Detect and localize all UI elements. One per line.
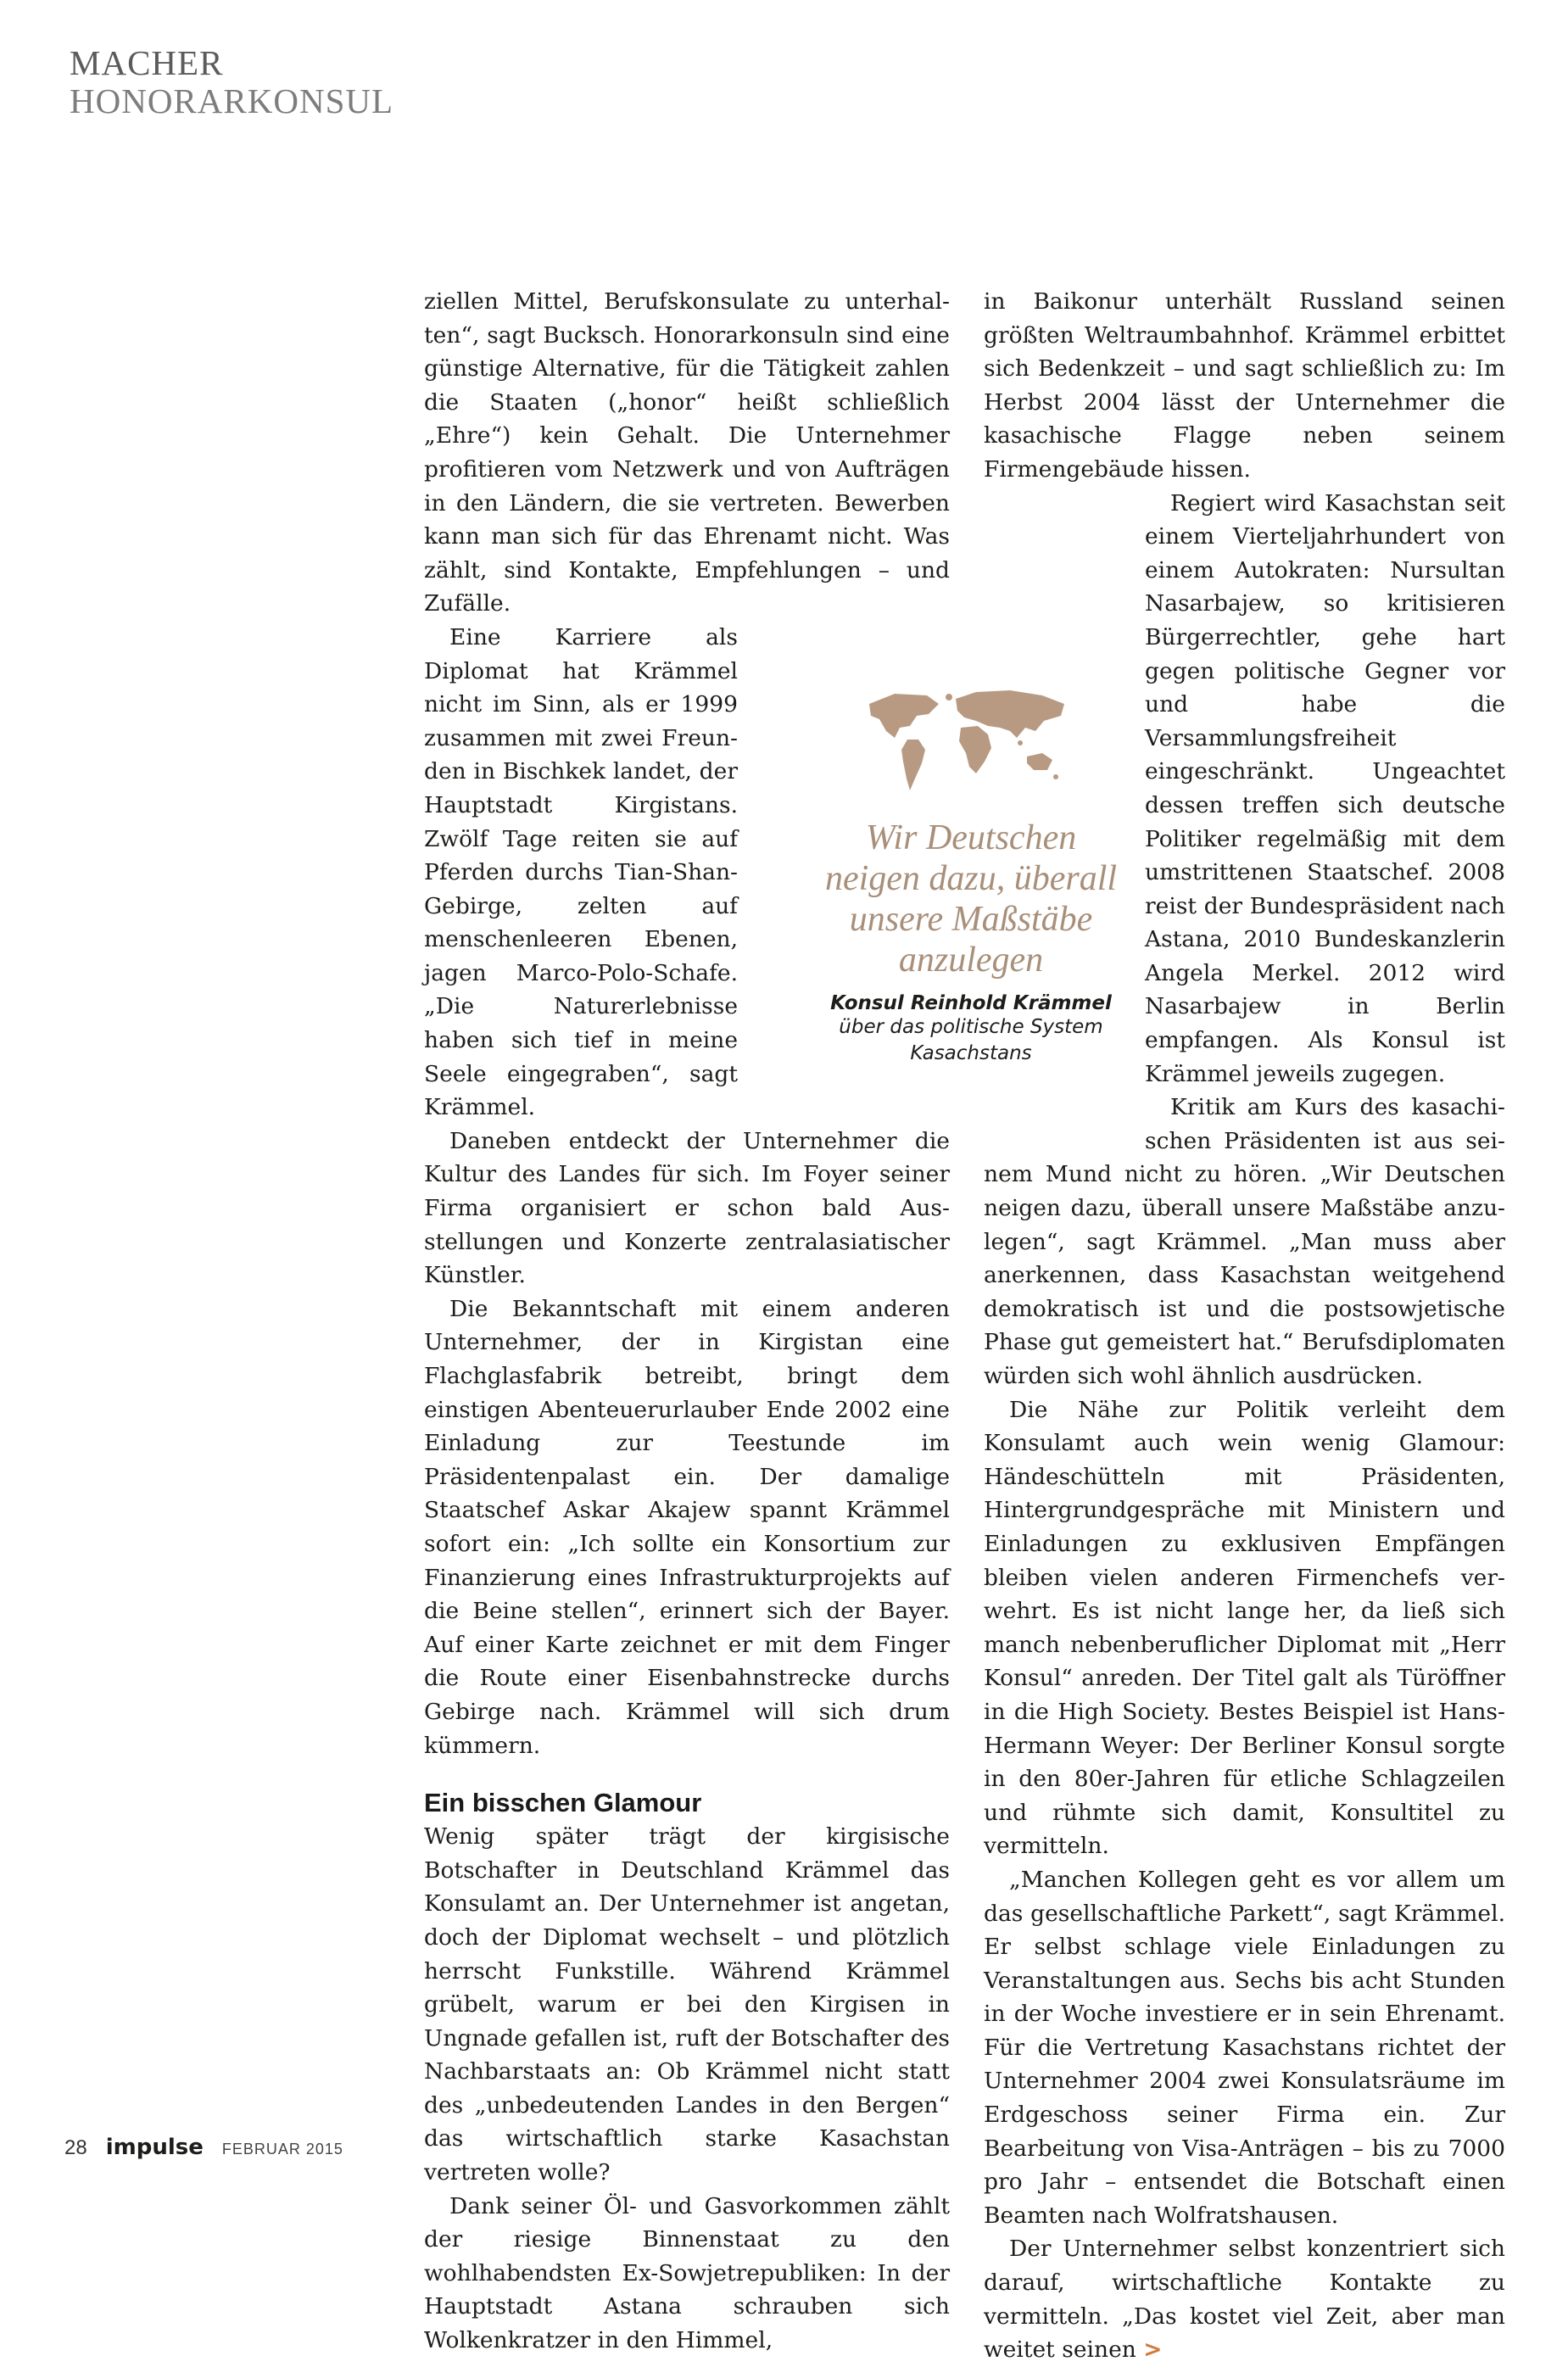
page-number: 28 — [64, 2136, 87, 2159]
section-title: MACHER — [70, 43, 224, 82]
paragraph — [984, 2232, 1505, 2366]
paragraph: in Baikonur unterhält Russland seinen größten Weltraumbahnhof. Krämmel erbittet sich Bedenkzeit – und sagt schließlich zu: Im Herbst 2004 lässt der Unternehmer die kasachische Flagge neben seinem Firmengebäude hissen. — [984, 288, 1505, 483]
paragraph: Eine Karriere als Diplomat hat Krämmel nicht im Sinn, als er 1999 zusammen mit zwei Freunden in Bischkek landet, der Hauptstadt Kirgistans. Zwölf Tage reiten sie auf Pferden durchs Tian-Shan-Gebirge, zelten auf menschenleeren Ebenen, jagen Marco-Polo-Schafe. „Die Naturerlebnisse haben sich tief in meine Seele eingegraben“, sagt Krämmel. — [424, 623, 738, 1121]
paragraph: Kritik am Kurs des kasachischen Präsidenten ist aus seinem Mund nicht zu hören. „Wir Deutschen neigen dazu, überall unsere Maßstäbe anzulegen“, sagt Krämmel. „Man muss aber anerkennen, dass Kasachstan weitgehend demokratisch ist und die postsowjetische Phase gut gemeistert hat.“ Berufsdiplomaten würden sich wohl ähnlich ausdrücken. — [984, 1094, 1505, 1389]
paragraph: Wenig später trägt der kirgisische Botschafter in Deutschland Krämmel das Konsulamt an. Der Unternehmer ist angetan, doch der Diplomat wechselt – und plötzlich herrscht Funkstille. Während Krämmel grübelt, warum er bei den Kirgisen in Ungnade gefallen ist, ruft der Botschafter des Nachbarstaats an: Ob Krämmel nicht statt des „unbedeutenden Landes in den Bergen“ das wirtschaftlich starke Kasachstan vertreten wolle? — [424, 1823, 950, 2186]
section-subtitle: HONORARKONSUL — [70, 81, 394, 121]
paragraph: ziellen Mittel, Berufskonsulate zu unterhalten“, sagt Bucksch. Honorarkonsuln sind eine günstige Alternative, für die Tätigkeit zahlen die Staaten („honor“ heißt schließlich „Ehre“) kein Gehalt. Die Unternehmer profitieren vom Netzwerk und von Aufträgen in den Ländern, die sie vertreten. Bewerben kann man sich für das Ehrenamt nicht. Was zählt, sind Kontakte, Empfehlungen – und Zufälle. — [424, 288, 950, 617]
paragraph: Regiert wird Kasachstan seit einem Vierteljahrhundert von einem Autokraten: Nursultan Nasarbajew, so kritisieren Bürgerrechtler, gehe hart gegen politische Gegner vor und habe die Versammlungsfreiheit eingeschränkt. Ungeachtet dessen treffen sich deutsche Politiker regelmäßig mit dem umstrittenen Staatschef. 2008 reist der Bundespräsident nach Astana, 2010 Bundeskanzlerin Angela Merkel. 2012 wird Nasarbajew in Berlin empfangen. Als Konsul ist Krämmel jeweils zugegen. — [1145, 489, 1505, 1087]
subheading: Ein bisschen Glamour — [424, 1788, 702, 1818]
article-column-left — [424, 285, 950, 2358]
world-map-icon — [861, 678, 1081, 806]
article-column-right — [984, 285, 1505, 2367]
continue-arrow-icon: > — [1143, 2336, 1163, 2364]
paragraph: „Manchen Kollegen geht es vor allem um das gesellschaftliche Parkett“, sagt Krämmel. Er selbst schlage viele Einladungen zu Veranstaltungen aus. Sechs bis acht Stunden in der Woche investiere er in sein Ehrenamt. Für die Vertretung Kasachstans richtet der Unternehmer 2004 zwei Konsulatsräume im Erdgeschoss seiner Firma ein. Zur Bearbeitung von Visa-Anträgen – bis zu 7000 pro Jahr – entsendet die Botschaft einen Beamten nach Wolfratshausen. — [984, 1866, 1505, 2229]
paragraph: Dank seiner Öl- und Gasvorkommen zählt der riesige Binnenstaat zu den wohlhabendsten Ex-Sowjetrepubliken: In der Hauptstadt Astana schrauben sich Wolkenkratzer in den Himmel, — [424, 2192, 950, 2354]
section-header — [70, 44, 393, 120]
paragraph: Die Nähe zur Politik verleiht dem Konsulamt auch wein wenig Glamour: Händeschütteln mit Präsidenten, Hintergrundgespräche mit Ministern und Einladungen zu exklusiven Empfängen bleiben vielen anderen Firmenchefs verwehrt. Es ist nicht lange her, da ließ sich manch nebenberuflicher Diplomat mit „Herr Konsul“ anreden. Der Titel galt als Türöffner in die High Society. Bestes Beispiel ist Hans-Hermann Weyer: Der Berliner Konsul sorgte in den 80er-Jahren für etliche Schlagzeilen und rühmte sich damit, Konsultitel zu vermitteln. — [984, 1396, 1505, 1860]
magazine-logo: impulse — [105, 2135, 204, 2160]
paragraph: Die Bekanntschaft mit einem anderen Unternehmer, der in Kirgistan eine Flachglasfabrik betreibt, bringt dem einstigen Abenteuerurlauber Ende 2002 eine Einladung zur Teestunde im Präsidentenpalast ein. Der damalige Staatschef Askar Akajew spannt Krämmel sofort ein: „Ich sollte ein Konsortium zur Finanzierung eines Infrastrukturprojekts auf die Beine stellen“, erinnert sich der Bayer. Auf einer Karte zeichnet er mit dem Finger die Route einer Eisenbahnstrecke durchs Gebirge nach. Krämmel will sich drum kümmern. — [424, 1295, 950, 1759]
pullquote — [814, 678, 1128, 1067]
paragraph: Daneben entdeckt der Unternehmer die Kultur des Landes für sich. Im Foyer seiner Firma organisiert er schon bald Ausstellungen und Konzerte zentralasiatischer Künstler. — [424, 1127, 950, 1289]
page-footer — [64, 2135, 343, 2160]
pullquote-context: über das politische System Kasachstans — [839, 1016, 1103, 1064]
paragraph-text: Der Unternehmer selbst konzentriert sich darauf, wirtschaftliche Kontakte zu vermitteln. „Das kostet viel Zeit, aber man weitet seinen — [984, 2236, 1505, 2364]
issue-date: FEBRUAR 2015 — [221, 2141, 343, 2158]
pullquote-text: Wir Deutschen neigen dazu, überall unsere Maßstäbe anzulegen — [824, 818, 1118, 980]
pullquote-author: Konsul Reinhold Krämmel — [830, 992, 1112, 1014]
